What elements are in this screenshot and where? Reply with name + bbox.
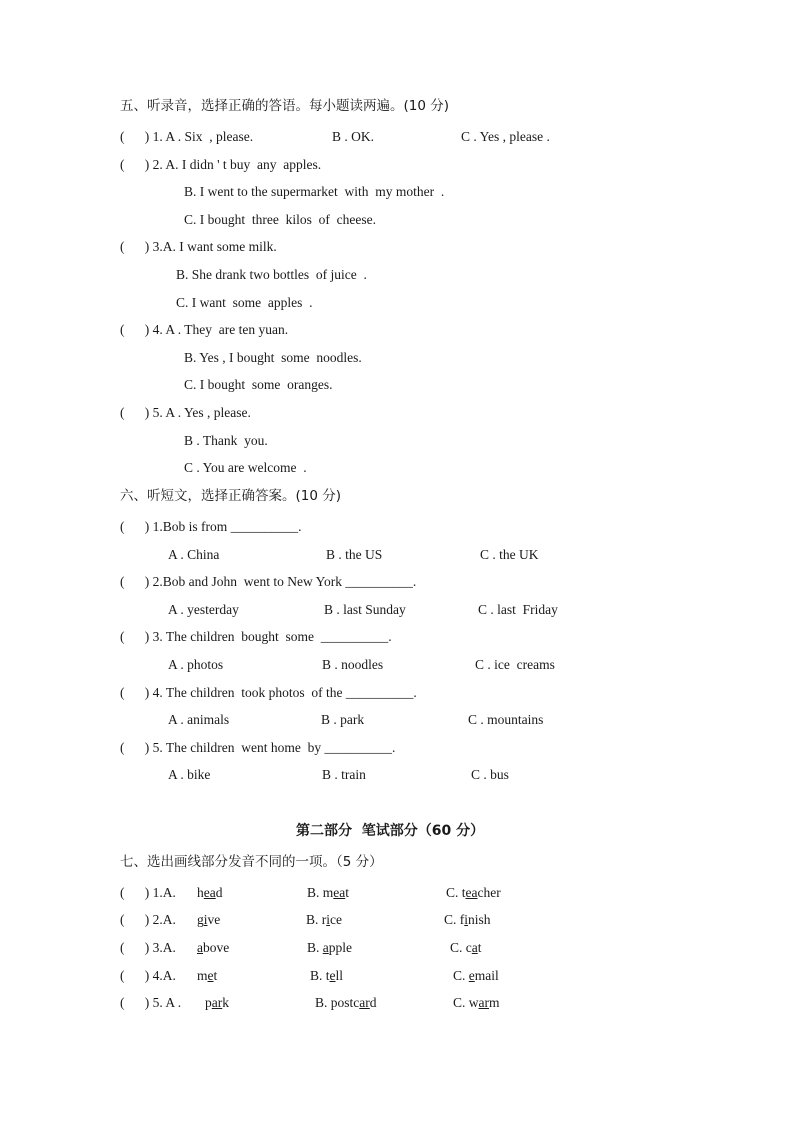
s5-q4-stem: ( ) 4. A . They are ten yuan.	[120, 322, 289, 337]
s5-q2-option-b: B. I went to the supermarket with my mother .	[184, 184, 445, 199]
s7-q2-option-b: B. rice	[306, 912, 342, 927]
s5-q1-stem: ( ) 1. A . Six , please.	[120, 129, 254, 144]
s5-q1-option-b: B . OK.	[332, 129, 375, 144]
s5-q3-option-b: B. She drank two bottles of juice .	[176, 267, 367, 282]
s6-q4-option-c: C . mountains	[468, 712, 544, 727]
s7-q2-option-c: C. finish	[444, 912, 491, 927]
s6-q5-option-c: C . bus	[471, 767, 509, 782]
s5-q5-stem: ( ) 5. A . Yes , please.	[120, 405, 251, 420]
part2-title: 第二部分 笔试部分（60 分）	[296, 823, 485, 839]
s7-q2-option-a: give	[197, 912, 221, 927]
s6-q1-option-a: A . China	[168, 547, 220, 562]
section6-heading: 六、听短文，选择正确答案。(10 分)	[120, 488, 342, 504]
s5-q5-option-c: C . You are welcome .	[184, 460, 307, 475]
s7-q1-option-a: head	[197, 885, 223, 900]
s6-q3-option-c: C . ice creams	[475, 657, 555, 672]
s5-q3-option-c: C. I want some apples .	[176, 295, 313, 310]
s6-q3-option-b: B . noodles	[322, 657, 384, 672]
section5-heading: 五、听录音，选择正确的答语。每小题读两遍。(10 分)	[120, 98, 450, 114]
s7-q4-num: ( ) 4.A.	[120, 968, 180, 983]
s5-q4-option-b: B. Yes , I bought some noodles.	[184, 350, 362, 365]
s7-q4-option-c: C. email	[453, 968, 499, 983]
s6-q5-option-b: B . train	[322, 767, 366, 782]
s6-q5-option-a: A . bike	[168, 767, 211, 782]
s5-q2-stem: ( ) 2. A. I didn ' t buy any apples.	[120, 157, 322, 172]
s6-q2-option-b: B . last Sunday	[324, 602, 406, 617]
s7-q5-option-a: park	[205, 995, 229, 1010]
s6-q1-option-c: C . the UK	[480, 547, 539, 562]
s7-q4-option-b: B. tell	[310, 968, 344, 983]
s7-q5-option-c: C. warm	[453, 995, 500, 1010]
section7-heading: 七、选出画线部分发音不同的一项。（5 分）	[120, 854, 383, 870]
s7-q3-num: ( ) 3.A.	[120, 940, 180, 955]
s7-q1-option-b: B. meat	[307, 885, 350, 900]
s6-q4-option-a: A . animals	[168, 712, 230, 727]
s6-q2-option-c: C . last Friday	[478, 602, 558, 617]
s7-q5-option-b: B. postcard	[315, 995, 377, 1010]
s5-q1-option-c: C . Yes , please .	[461, 129, 550, 144]
s6-q2-stem: ( ) 2.Bob and John went to New York __________.	[120, 574, 417, 589]
s7-q3-option-b: B. apple	[307, 940, 353, 955]
s7-q3-option-a: above	[197, 940, 230, 955]
s5-q3-stem: ( ) 3.A. I want some milk.	[120, 239, 277, 254]
s7-q5-num: ( ) 5. A .	[120, 995, 185, 1010]
s5-q5-option-b: B . Thank you.	[184, 433, 268, 448]
s6-q3-stem: ( ) 3. The children bought some __________.	[120, 629, 392, 644]
s7-q3-option-c: C. cat	[450, 940, 482, 955]
s7-q2-num: ( ) 2.A.	[120, 912, 180, 927]
s6-q3-option-a: A . photos	[168, 657, 224, 672]
s6-q2-option-a: A . yesterday	[168, 602, 239, 617]
s6-q5-stem: ( ) 5. The children went home by __________.	[120, 740, 396, 755]
s6-q4-option-b: B . park	[321, 712, 365, 727]
s7-q1-option-c: C. teacher	[446, 885, 501, 900]
s5-q2-option-c: C. I bought three kilos of cheese.	[184, 212, 376, 227]
s6-q1-option-b: B . the US	[326, 547, 383, 562]
s5-q4-option-c: C. I bought some oranges.	[184, 377, 333, 392]
s6-q4-stem: ( ) 4. The children took photos of the __________.	[120, 685, 417, 700]
s6-q1-stem: ( ) 1.Bob is from __________.	[120, 519, 302, 534]
s7-q4-option-a: met	[197, 968, 218, 983]
s7-q1-num: ( ) 1.A.	[120, 885, 180, 900]
